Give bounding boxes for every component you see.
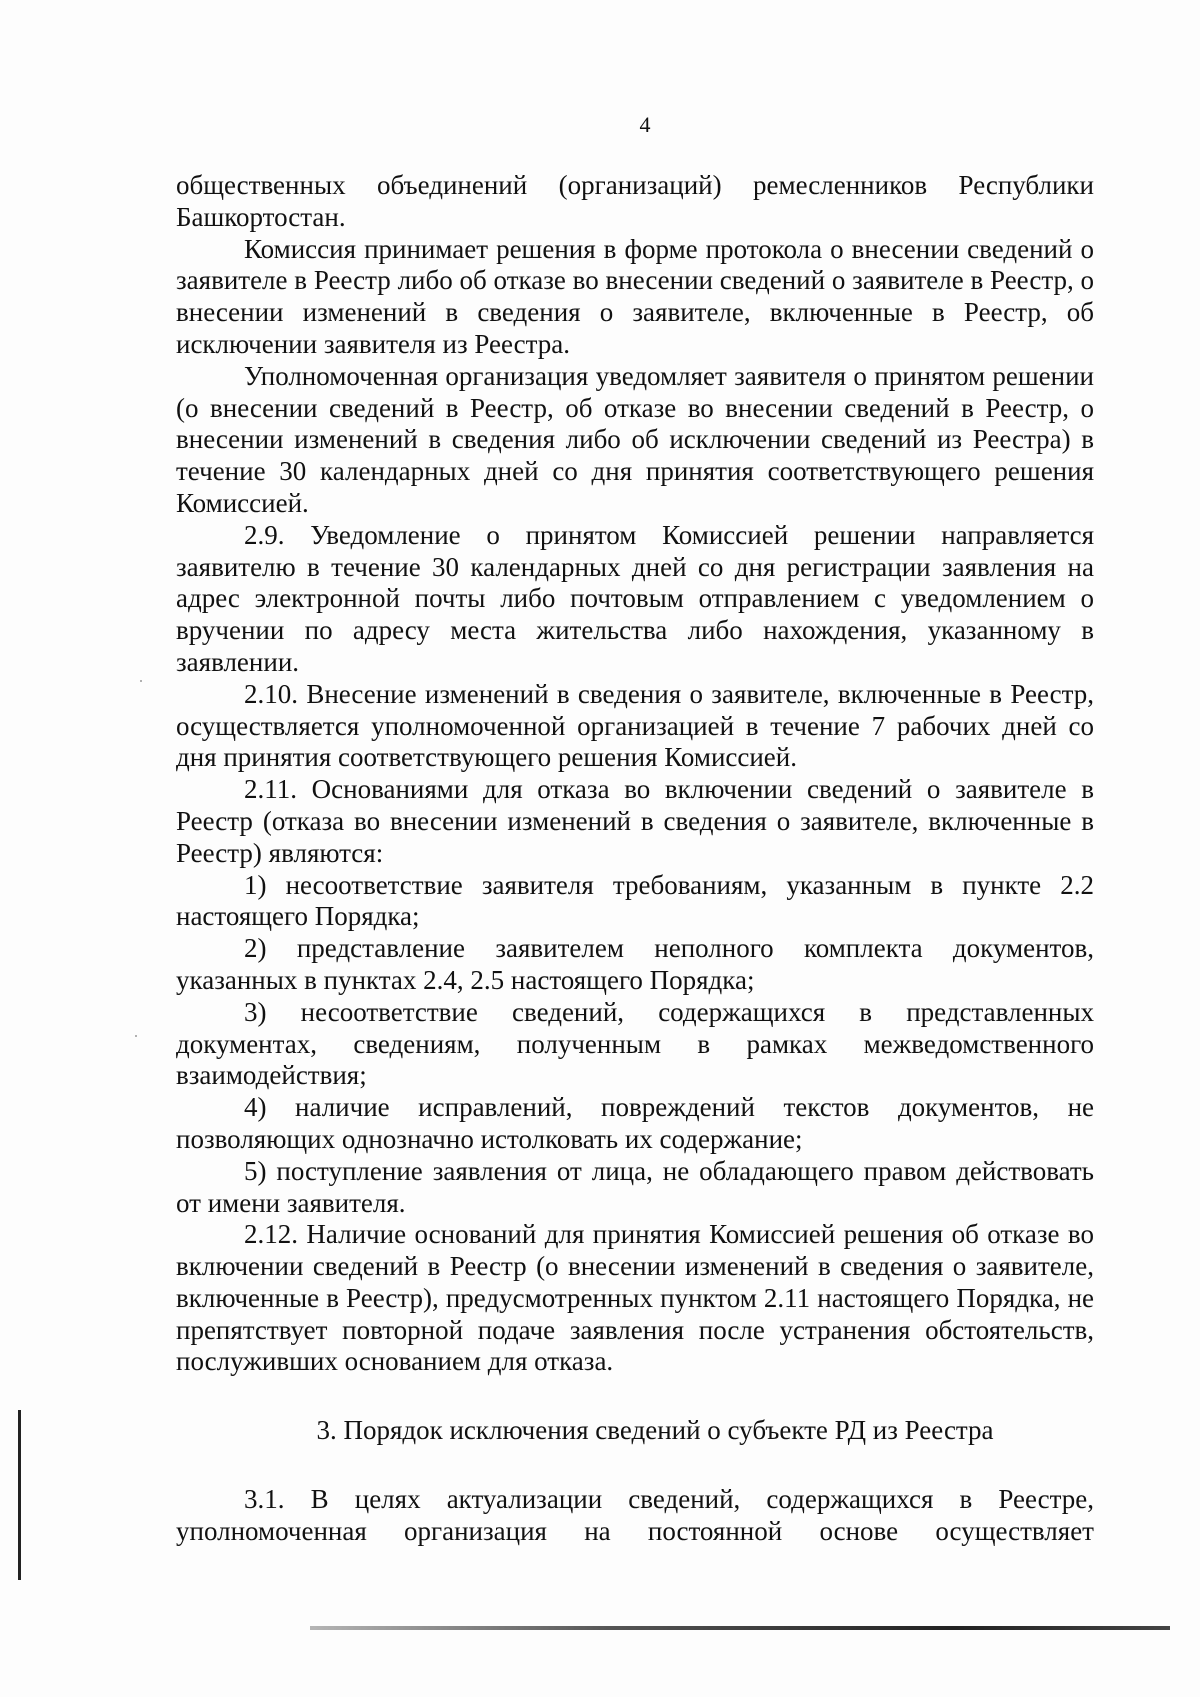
paragraph: Уполномоченная организация уведомляет заявителя о принятом решении (о внесении сведений в Реестр, об отказе во внесении сведений в Реестр, о внесении изменений в сведения либо об исключении сведений из Реестра) в течение 30 календарных дней со дня принятия соответствующего решения Комиссией. xyxy=(176,360,1094,518)
paragraph: Комиссия принимает решения в форме протокола о внесении сведений о заявителе в Реестр либо об отказе во внесении сведений о заявителе в Реестр, о внесении изменений в сведения о заявителе, включенные в Реестр, об исключении заявителя из Реестра. xyxy=(176,233,1094,359)
paragraph-2-11: 2.11. Основаниями для отказа во включении сведений о заявителе в Реестр (отказа во внесении изменений в сведения о заявителе, включенные в Реестр) являются: xyxy=(176,774,1094,868)
bottom-rule xyxy=(310,1626,1170,1630)
list-item: 5) поступление заявления от лица, не обладающего правом действовать от имени заявителя. xyxy=(176,1155,1094,1218)
section-heading: 3. Порядок исключения сведений о субъекте РД из Реестра xyxy=(316,1415,994,1446)
paragraph: общественных объединений (организаций) ремесленников Республики Башкортостан. xyxy=(176,170,1094,232)
list-item: 2) представление заявителем неполного комплекта документов, указанных в пунктах 2.4, 2.5 настоящего Порядка; xyxy=(176,933,1094,995)
list-item: 1) несоответствие заявителя требованиям, указанным в пункте 2.2 настоящего Порядка; xyxy=(176,869,1094,932)
paragraph-3-1: 3.1. В целях актуализации сведений, содержащихся в Реестре, уполномоченная организация на постоянной основе осуществляет xyxy=(176,1484,1094,1546)
list-item: 3) несоответствие сведений, содержащихся в представленных документах, сведениям, полученным в рамках межведомственного взаимодействия; xyxy=(176,996,1094,1091)
page-number: 4 xyxy=(639,112,651,137)
scan-speck xyxy=(140,680,142,682)
scan-speck xyxy=(135,1035,137,1037)
scan-edge-mark xyxy=(18,1410,21,1580)
paragraph-2-10: 2.10. Внесение изменений в сведения о заявителе, включенные в Реестр, осуществляется уполномоченной организацией в течение 7 рабочих дней со дня принятия соответствующего решения Комиссией. xyxy=(176,678,1094,773)
paragraph-2-12: 2.12. Наличие оснований для принятия Комиссией решения об отказе во включении сведений в Реестр (о внесении изменений в сведения о заявителе, включенные в Реестр), предусмотренных пунктом 2.11 настоящего Порядка, не препятствует повторной подаче заявления после устранения обстоятельств, послуживших основанием для отказа. xyxy=(176,1219,1094,1377)
document-body xyxy=(176,170,1094,1548)
list-item: 4) наличие исправлений, повреждений текстов документов, не позволяющих однозначно истолковать их содержание; xyxy=(176,1092,1094,1154)
paragraph-2-9: 2.9. Уведомление о принятом Комиссией решении направляется заявителю в течение 30 календарных дней со дня регистрации заявления на адрес электронной почты либо почтовым отправлением с уведомлением о вручении по адресу места жительства либо нахождения, указанному в заявлении. xyxy=(176,519,1094,677)
